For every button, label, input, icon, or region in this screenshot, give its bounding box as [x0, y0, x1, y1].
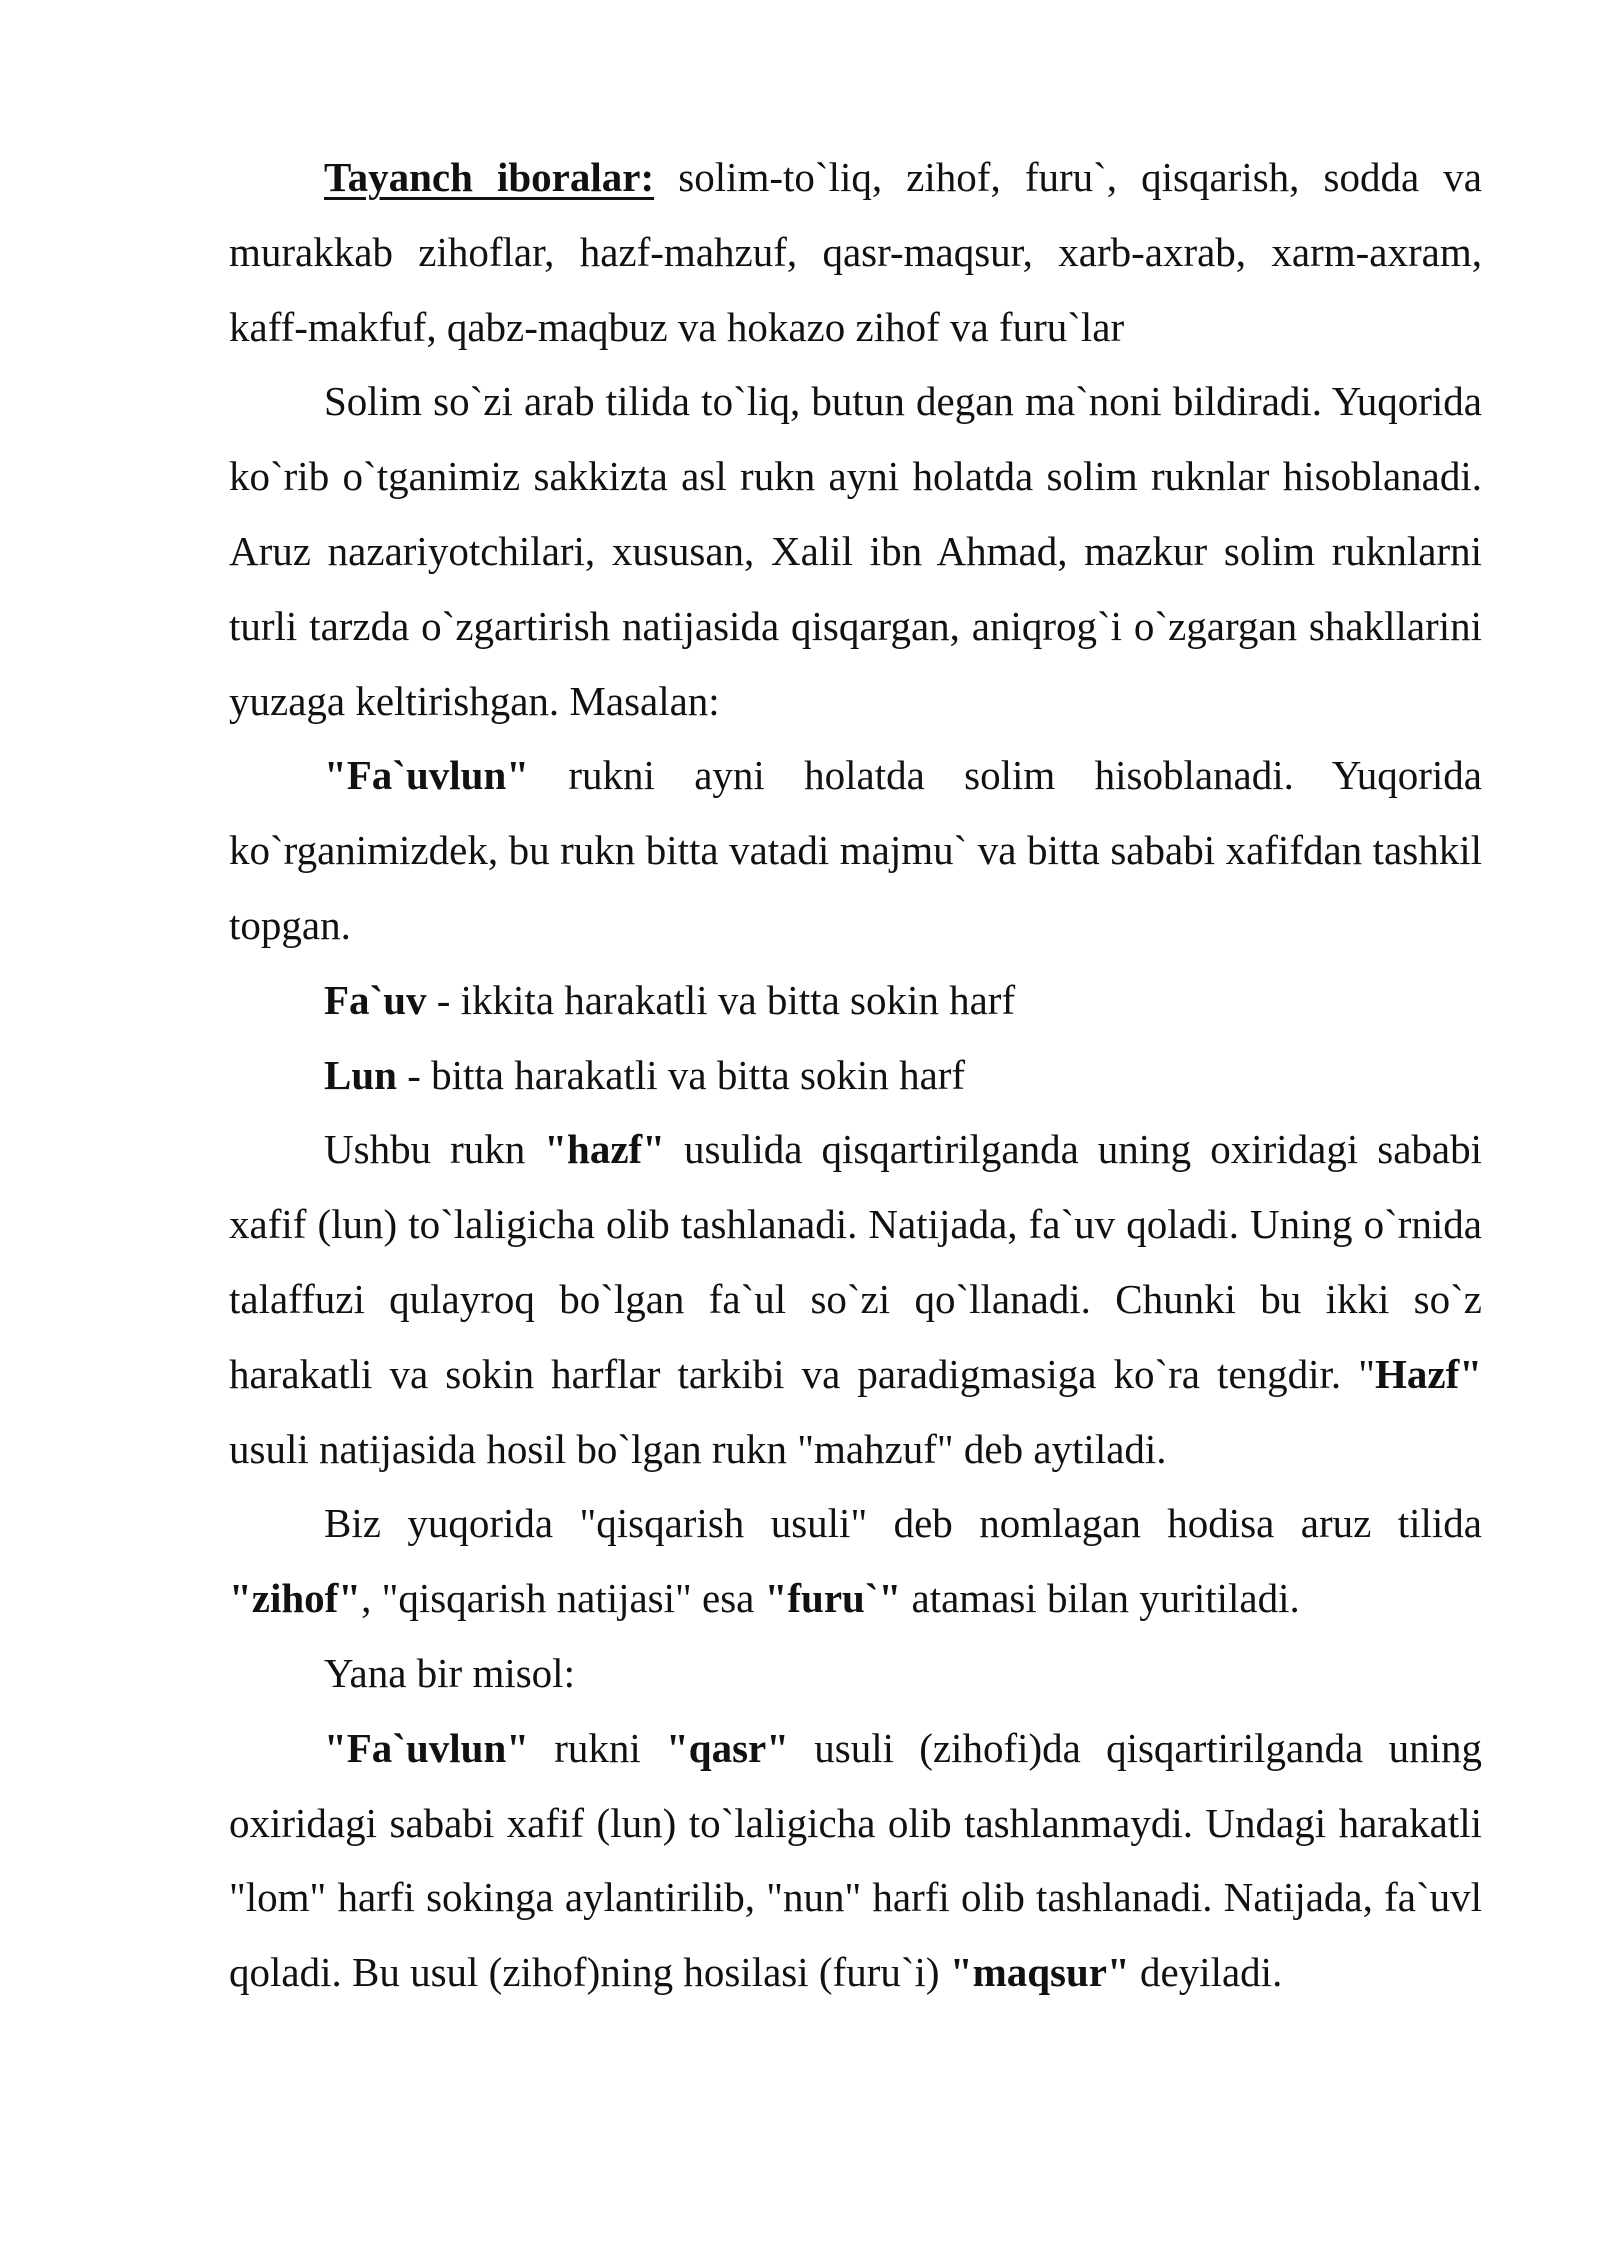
paragraph-zihof-text-3: atamasi bilan yuritiladi. [901, 1575, 1300, 1622]
paragraph-fauvlun [229, 738, 1482, 962]
definition-lun-text: - bitta harakatli va bitta sokin harf [396, 1051, 966, 1098]
keywords-paragraph [229, 140, 1482, 364]
keywords-label: Tayanch iboralar: [324, 154, 655, 200]
keywords-text: solim-to`liq, zihof, furu`, qisqarish, sodda va murakkab zihoflar, hazf-mahzuf, qasr-maqsur, xarb-axrab, xarm-axram, kaff-makfuf, qabz-maqbuz va hokazo zihof va furu`lar [229, 154, 1482, 350]
term-hazf-2: Hazf" [1374, 1350, 1482, 1397]
paragraph-zihof [229, 1486, 1482, 1636]
term-maqsur: "maqsur" [949, 1949, 1130, 1996]
document-page [229, 140, 1482, 2010]
paragraph-qasr [229, 1711, 1482, 2010]
term-qasr: "qasr" [666, 1724, 790, 1771]
paragraph-qasr-text-3: deyiladi. [1129, 1949, 1283, 1996]
paragraph-hazf-text-3: usuli natijasida hosil bo`lgan rukn "mahzuf" deb aytiladi. [229, 1425, 1167, 1472]
paragraph-example-intro: Yana bir misol: [324, 1649, 575, 1696]
term-fauvlun-2: "Fa`uvlun" [324, 1724, 530, 1771]
paragraph-fauvlun-text: rukni ayni holatda solim hisoblanadi. Yuqorida ko`rganimizdek, bu rukn bitta vatadi majmu` va bitta sababi xafifdan tashkil topgan. [229, 752, 1482, 948]
paragraph-hazf-text-1: Ushbu rukn [324, 1126, 545, 1173]
definition-lun [229, 1038, 1482, 1113]
paragraph-solim: Solim so`zi arab tilida to`liq, butun degan ma`noni bildiradi. Yuqorida ko`rib o`tganimiz sakkizta asl rukn ayni holatda solim ruknlar hisoblanadi. Aruz nazariyotchilari, xususan, Xalil ibn Ahmad, mazkur solim ruknlarni turli tarzda o`zgartirish natijasida qisqargan, aniqrog`i o`zgargan shakllarini yuzaga keltirishgan. Masalan: [229, 378, 1482, 724]
paragraph-hazf [229, 1112, 1482, 1486]
paragraph-hazf-text-2: usulida qisqartirilganda uning oxiridagi sababi xafif (lun) to`laligicha olib tashlanadi. Natijada, fa`uv qoladi. Uning o`rnida talaffuzi qulayroq bo`lgan fa`ul so`zi qo`llanadi. Chunki bu ikki so`z harakatli va sokin harflar tarkibi va paradigmasiga ko`ra tengdir. " [229, 1126, 1483, 1397]
term-fauvlun: "Fa`uvlun" [324, 752, 530, 799]
paragraph-qasr-text-2: usuli (zihofi)da qisqartirilganda uning oxiridagi sababi xafif (lun) to`laligicha olib tashlanmaydi. Undagi harakatli "lom" harfi sokinga aylantirilib, "nun" harfi olib tashlanadi. Natijada, fa`uvl qoladi. Bu usul (zihof)ning hosilasi (furu`i) [229, 1724, 1482, 1996]
definition-fauv [229, 963, 1482, 1038]
term-lun: Lun [324, 1051, 397, 1098]
term-hazf: "hazf" [544, 1126, 665, 1173]
term-fauv: Fa`uv [324, 976, 427, 1023]
definition-fauv-text: - ikkita harakatli va bitta sokin harf [426, 976, 1016, 1023]
term-furu: "furu`" [764, 1575, 902, 1622]
paragraph-zihof-text-2: , "qisqarish natijasi" esa [361, 1575, 765, 1622]
paragraph-qasr-text-1: rukni [529, 1724, 667, 1771]
paragraph-zihof-text-1: Biz yuqorida "qisqarish usuli" deb nomlagan hodisa aruz tilida [324, 1500, 1482, 1547]
term-zihof: "zihof" [229, 1575, 362, 1622]
